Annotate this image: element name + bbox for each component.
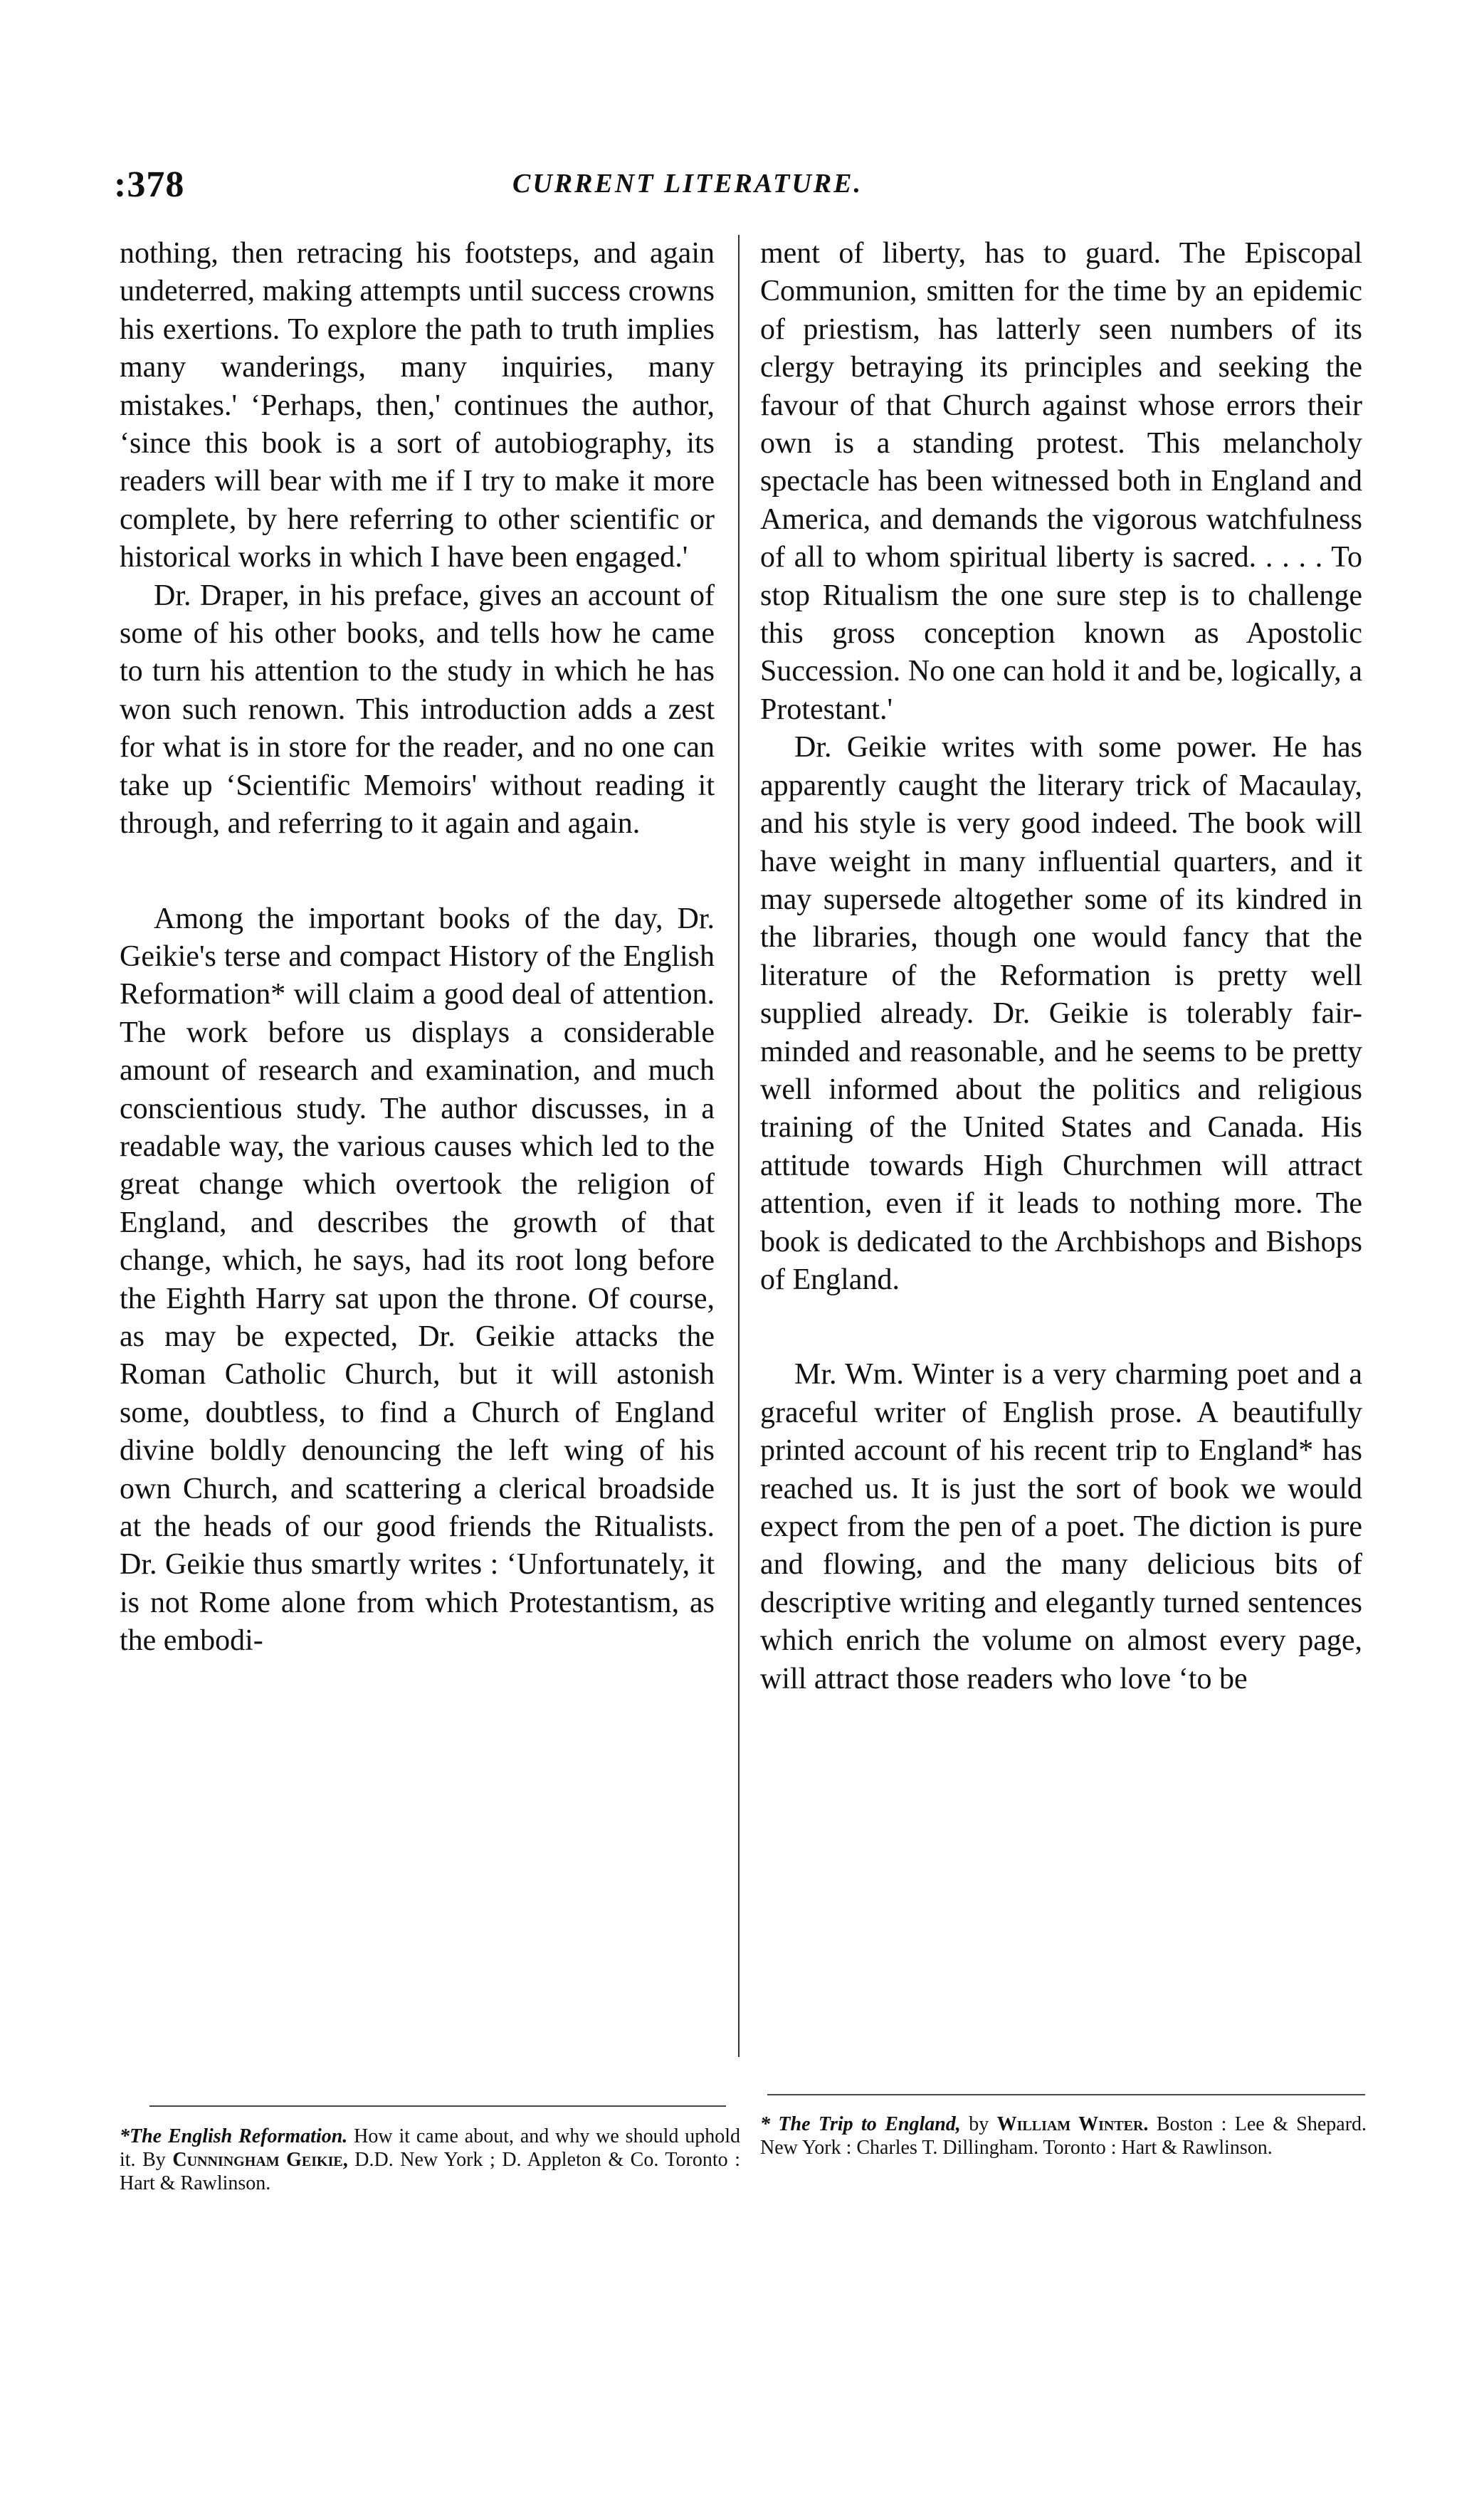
running-head (114, 164, 1367, 214)
page-number: :378 (114, 164, 185, 205)
right-column (760, 235, 1362, 1698)
footnote-author: William Winter. (996, 2113, 1149, 2135)
right-footnote (760, 2112, 1367, 2159)
column-divider (738, 235, 740, 2057)
left-paragraph-1: nothing, then retracing his footsteps, and again undeterred, making attempts until success crowns his exertions. To explore the path to truth implies many wanderings, many inquiries, many mistakes.' ‘Perhaps, then,' continues the author, ‘since this book is a sort of autobiography, its readers will bear with me if I try to make it more complete, by here referring to other scientific or historical works in which I have been engaged.' (120, 237, 715, 574)
footnote-text: How it came about, and why we should uphold it. By (120, 2125, 740, 2171)
left-footnote-rule (149, 2105, 726, 2107)
left-column (120, 235, 715, 1661)
right-paragraph-1: ment of liberty, has to guard. The Episcopal Communion, smitten for the time by an epidemic of priestism, has latterly seen numbers of its clergy betraying its principles and seeking the favour of that Church against whose errors their own is a standing protest. This melancholy spectacle has been witnessed both in England and America, and demands the vigorous watchfulness of all to whom spiritual liberty is sacred. . . . . To stop Ritualism the one sure step is to challenge this gross conception known as Apostolic Succession. No one can hold it and be, logically, a Protestant.' (760, 237, 1362, 726)
footnote-book-title: *The English Reformation. (120, 2125, 348, 2147)
right-paragraph-2: Dr. Geikie writes with some power. He has apparently caught the literary trick of Macaulay, and his style is very good indeed. The book will have weight in many influential quarters, and it may supersede altogether some of its kindred in the libraries, though one would fancy that the literature of the Reformation is pretty well supplied already. Dr. Geikie is tolerably fair-minded and reasonable, and he seems to be pretty well informed about the politics and religious training of the United States and Canada. His attitude towards High Churchmen will attract attention, even if it leads to nothing more. The book is dedicated to the Archbishops and Bishops of England. (760, 731, 1362, 1296)
footnote-text: by (969, 2113, 989, 2135)
left-footnote (120, 2125, 740, 2195)
running-title: CURRENT LITERATURE. (512, 169, 863, 199)
footnote-publisher: Boston : Lee & Shepard. New York : Charles T. Dillingham. Toronto : Hart & Rawlinson. (760, 2113, 1367, 2159)
left-paragraph-3: Among the important books of the day, Dr. Geikie's terse and compact History of the English Reformation* will claim a good deal of attention. The work before us displays a considerable amount of research and examination, and much conscientious study. The author discusses, in a readable way, the various causes which led to the great change which overtook the religion of England, and describes the growth of that change, which, he says, had its root long before the Eighth Harry sat upon the throne. Of course, as may be expected, Dr. Geikie attacks the Roman Catholic Church, but it will astonish some, doubtless, to find a Church of England divine boldly denouncing the left wing of his own Church, and scattering a clerical broadside at the heads of our good friends the Ritualists. Dr. Geikie thus smartly writes : ‘Unfortunately, it is not Rome alone from which Protestantism, as the embodi- (120, 902, 715, 1658)
left-paragraph-2: Dr. Draper, in his preface, gives an account of some of his other books, and tells how he came to turn his attention to the study in which he has won such renown. This introduction adds a zest for what is in store for the reader, and no one can take up ‘Scientific Memoirs' without reading it through, and referring to it again and again. (120, 579, 715, 841)
right-paragraph-3: Mr. Wm. Winter is a very charming poet and a graceful writer of English prose. A beautifully printed account of his recent trip to England* has reached us. It is just the sort of book we would expect from the pen of a poet. The diction is pure and flowing, and the many delicious bits of descriptive writing and elegantly turned sentences which enrich the volume on almost every page, will attract those readers who love ‘to be (760, 1358, 1362, 1695)
footnote-author: Cunningham Geikie, (172, 2149, 348, 2171)
footnote-book-title: * The Trip to England, (760, 2113, 961, 2135)
right-footnote-rule (767, 2094, 1365, 2095)
footnote-publisher: D.D. New York ; D. Appleton & Co. Toronto : Hart & Rawlinson. (120, 2149, 740, 2194)
